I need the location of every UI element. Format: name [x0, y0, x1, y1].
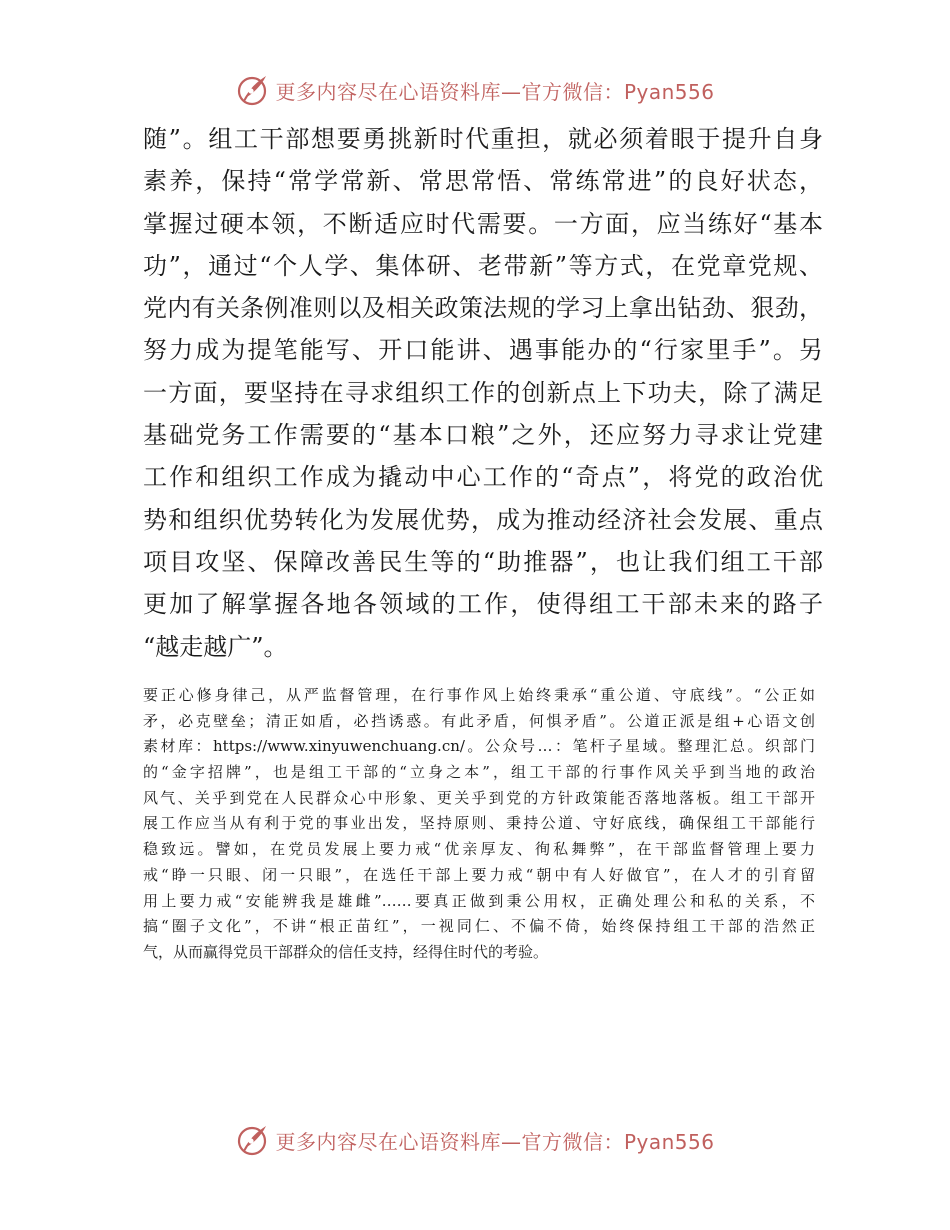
footer-banner-text: 更多内容尽在心语资料库—官方微信：Pyan556: [275, 1129, 715, 1154]
text-line: 稳致远。譬如，在党员发展上要力戒“优亲厚友、徇私舞弊”，在干部监督管理上要力: [143, 840, 815, 859]
text-line: 更加了解掌握各地各领域的工作，使得组工干部未来的路子: [143, 590, 823, 619]
text-line: 工作和组织工作成为撬动中心工作的“奇点”，将党的政治优: [143, 463, 823, 492]
text-line: 素养，保持“常学常新、常思常悟、常练常进”的良好状态，: [143, 167, 823, 196]
text-line: 一方面，要坚持在寻求组织工作的创新点上下功夫，除了满足: [143, 378, 823, 407]
text-line: 搞“圈子文化”，不讲“根正苗红”，一视同仁、不偏不倚，始终保持组工干部的浩然正: [143, 917, 815, 936]
text-line: 素材库：https://www.xinyuwenchuang.cn/。公众号…：笔杆子星域。整理汇总。织部门: [143, 737, 815, 756]
text-line: 气，从而赢得党员干部群众的信任支持，经得住时代的考验。: [143, 942, 549, 961]
text-line: 用上要力戒“安能辨我是雄雌”……要真正做到秉公用权，正确处理公和私的关系，不: [143, 891, 815, 910]
text-line: 基础党务工作需要的“基本口粮”之外，还应努力寻求让党建: [143, 421, 823, 450]
text-line: 展工作应当从有利于党的事业出发，坚持原则、秉持公道、守好底线，确保组工干部能行: [143, 814, 815, 833]
header-banner: [0, 70, 950, 110]
text-line: 的“金字招牌”，也是组工干部的“立身之本”，组工干部的行事作风关乎到当地的政治: [143, 763, 815, 782]
text-line: 戒“睁一只眼、闭一只眼”，在选任干部上要力戒“朝中有人好做官”，在人才的引育留: [143, 865, 815, 884]
body-paragraph-large: [143, 118, 823, 668]
text-line: 掌握过硬本领，不断适应时代需要。一方面，应当练好“基本: [143, 209, 823, 238]
text-line: 矛，必克壁垒；清正如盾，必挡诱惑。有此矛盾，何惧矛盾”。公道正派是组+心语文创: [143, 711, 815, 730]
text-line: “越走越广”。: [143, 632, 288, 661]
body-paragraph-small: [143, 683, 815, 966]
text-line: 随”。组工干部想要勇挑新时代重担，就必须着眼于提升自身: [143, 125, 823, 153]
text-line: 努力成为提笔能写、开口能讲、遇事能办的“行家里手”。另: [143, 336, 823, 365]
text-line: 功”，通过“个人学、集体研、老带新”等方式，在党章党规、: [143, 251, 823, 280]
quill-logo-icon: [235, 1122, 271, 1158]
text-line: 势和组织优势转化为发展优势，成为推动经济社会发展、重点: [143, 505, 823, 534]
text-line: 党内有关条例准则以及相关政策法规的学习上拿出钻劲、狠劲，: [143, 294, 823, 323]
quill-logo-icon: [235, 72, 271, 108]
text-line: 要正心修身律己，从严监督管理，在行事作风上始终秉承“重公道、守底线”。“公正如: [143, 686, 815, 704]
text-line: 项目攻坚、保障改善民生等的“助推器”，也让我们组工干部: [143, 547, 823, 576]
footer-banner: [0, 1120, 950, 1160]
header-banner-text: 更多内容尽在心语资料库—官方微信：Pyan556: [275, 79, 715, 104]
text-line: 风气、关乎到党在人民群众心中形象、更关乎到党的方针政策能否落地落板。组工干部开: [143, 788, 815, 807]
